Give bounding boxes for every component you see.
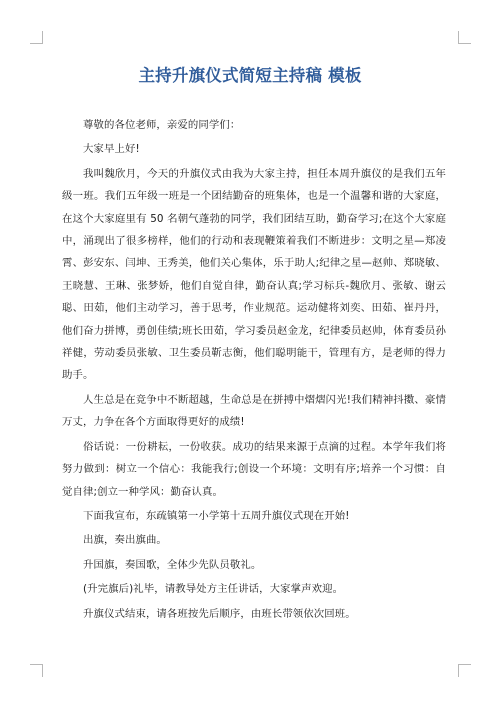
- closing-paragraph: 升旗仪式结束，请各班按先后顺序，由班长带领依次回班。: [83, 607, 356, 620]
- speech-paragraph: (升完旗后)礼毕，请教导处方主任讲话，大家掌声欢迎。: [83, 583, 344, 596]
- salutation-paragraph: 尊敬的各位老师，亲爱的同学们：: [83, 119, 241, 131]
- crop-mark-bottom-right: [458, 664, 471, 677]
- crop-mark-top-right: [458, 31, 471, 44]
- document-title: 主持升旗仪式简短主持稿 模板: [138, 66, 362, 85]
- flag-raising-paragraph: 升国旗，奏国歌，全体少先队员敬礼。: [83, 558, 262, 571]
- motivation-paragraph: 人生总是在竞争中不断超越，生命总是在拼搏中熠熠闪光!我们精神抖擞、豪情万丈，力争在各个方面取得更好的成绩!: [62, 393, 446, 429]
- introduction-paragraph: 我叫魏欣月，今天的升旗仪式由我为大家主持，担任本周升旗仪的是我们五年级一班。我们五年级一班是一个团结勤奋的班集体，也是一个温馨和谐的大家庭，在这个大家庭里有 50 名朝气蓬勃的同学，我们团结互助，勤奋学习;在这个大家庭中，涌现出了很多榜样，他们的行动和表现鞭策着我们不断进步：文明之星—郑凌霄、彭安东、闫坤、王秀美，他们关心集体，乐于助人;纪律之星—赵帅、郑晓敏、王晓慧、王琳、张梦娇，他们自觉自律，勤奋认真;学习标兵-魏欣月、张敏、谢云聪、田茹，他们主动学习，善于思考，作业规范。运动健将刘奕、田茹、崔丹丹，他们奋力拼博，勇创佳绩;班长田茹，学习委员赵金龙，纪律委员赵帅，体育委员孙祥健，劳动委员张敏、卫生委员靳志衡，他们聪明能干，管理有方，是老师的得力助手。: [62, 167, 446, 382]
- document-body: [62, 114, 446, 625]
- greeting-paragraph: 大家早上好!: [83, 143, 140, 156]
- flag-out-paragraph: 出旗，奏出旗曲。: [83, 534, 167, 547]
- announcement-paragraph: 下面我宣布，东疏镇第一小学第十五周升旗仪式现在开始!: [83, 509, 350, 522]
- crop-mark-top-left: [30, 31, 43, 44]
- goals-paragraph: 俗话说：一份耕耘，一份收获。成功的结果来源于点滴的过程。本学年我们将努力做到：树立一个信心：我能我行;创设一个环境：文明有序;培养一个习惯：自觉自律;创立一种学风：勤奋认真。: [62, 440, 446, 498]
- crop-mark-bottom-left: [30, 664, 43, 677]
